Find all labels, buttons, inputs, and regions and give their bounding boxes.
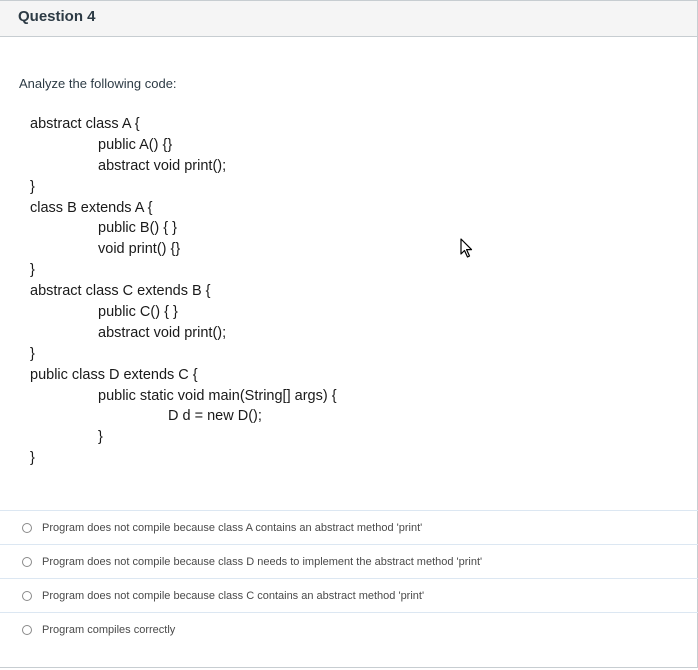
code-line: abstract class A { — [30, 116, 140, 132]
code-line: public B() { } — [98, 220, 177, 237]
code-line: } — [30, 450, 35, 467]
code-line: abstract void print(); — [98, 324, 227, 341]
answer-option[interactable] — [0, 510, 698, 544]
code-line: } — [30, 178, 35, 195]
code-line: class B extends A { — [30, 199, 153, 216]
code-line: public A() {} — [98, 136, 173, 153]
radio-button[interactable] — [22, 557, 32, 567]
code-line: D d = new D(); — [168, 408, 262, 425]
code-line: void print() {} — [98, 241, 181, 258]
radio-button[interactable] — [22, 625, 32, 635]
code-line: } — [30, 262, 35, 279]
answer-option[interactable] — [0, 578, 698, 612]
question-header — [0, 1, 697, 37]
answer-list — [0, 510, 698, 646]
code-line: public static void main(String[] args) { — [98, 387, 337, 404]
radio-button[interactable] — [22, 523, 32, 533]
answer-label: Program does not compile because class C contains an abstract method 'print' — [42, 589, 425, 602]
radio-button[interactable] — [22, 591, 32, 601]
answer-label: Program compiles correctly — [42, 623, 176, 636]
code-line: } — [98, 429, 103, 446]
code-line: public class D extends C { — [30, 366, 198, 383]
code-line: } — [30, 345, 35, 362]
code-block — [30, 114, 337, 469]
answer-label: Program does not compile because class D needs to implement the abstract method 'print' — [42, 555, 483, 568]
question-prompt: Analyze the following code: — [19, 76, 177, 91]
code-line: public C() { } — [98, 304, 178, 321]
code-line: abstract class C extends B { — [30, 283, 211, 300]
mouse-pointer-icon — [460, 238, 474, 263]
question-title: Question 4 — [18, 8, 96, 25]
answer-option[interactable] — [0, 612, 698, 646]
answer-option[interactable] — [0, 544, 698, 578]
code-line: abstract void print(); — [98, 157, 227, 174]
answer-label: Program does not compile because class A contains an abstract method 'print' — [42, 521, 423, 534]
